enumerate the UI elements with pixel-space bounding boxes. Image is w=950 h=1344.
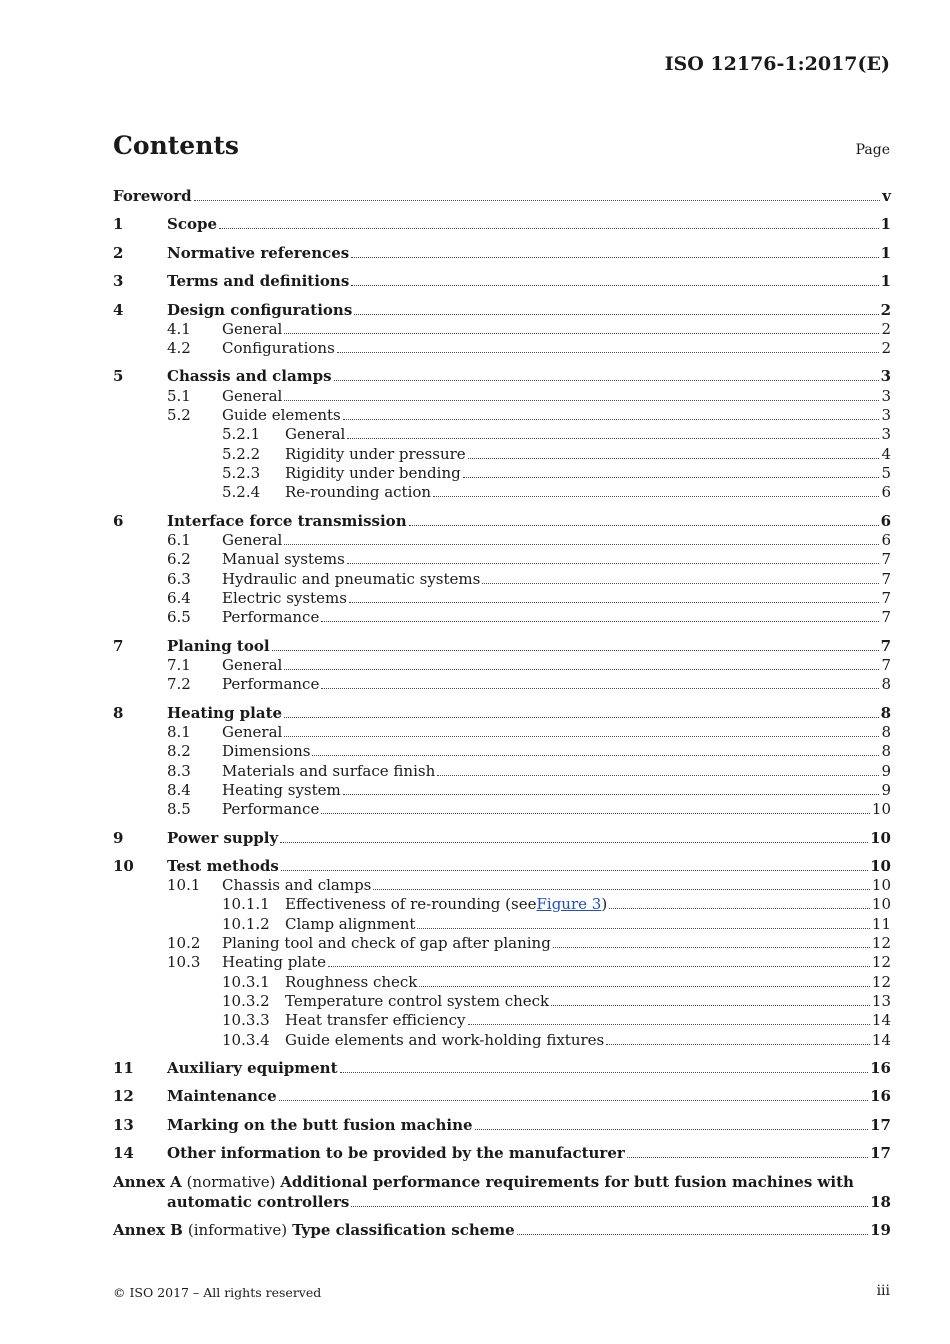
- toc-entry[interactable]: [113, 339, 891, 358]
- toc-entry-title: Heating plate: [167, 704, 283, 722]
- document-header: ISO 12176-1:2017(E): [664, 53, 890, 75]
- dot-leader: [437, 775, 879, 776]
- dot-leader: [409, 525, 879, 526]
- dot-leader: [606, 1044, 870, 1045]
- toc-entry-title: General: [222, 723, 283, 741]
- toc-entry-title: Manual systems: [222, 550, 345, 568]
- toc-entry-page: 7: [880, 637, 891, 655]
- toc-entry[interactable]: [113, 857, 891, 876]
- dot-leader: [343, 794, 880, 795]
- dot-leader: [272, 650, 879, 651]
- toc-entry-title: Re-rounding action: [285, 483, 432, 501]
- annex-title: Type classification scheme: [292, 1221, 515, 1239]
- toc-entry-number: 4: [113, 301, 124, 319]
- toc-entry-number: 7.1: [167, 656, 191, 674]
- toc-entry[interactable]: [113, 1087, 891, 1106]
- toc-entry[interactable]: [113, 1011, 891, 1030]
- table-of-contents: [113, 0, 891, 1344]
- toc-entry-title: Marking on the butt fusion machine: [167, 1116, 473, 1134]
- toc-entry-page: 6: [881, 531, 891, 549]
- toc-entry[interactable]: [113, 187, 891, 206]
- toc-entry-title: Configurations: [222, 339, 335, 357]
- toc-entry-page: 3: [881, 387, 891, 405]
- dot-leader: [553, 947, 870, 948]
- dot-leader: [321, 813, 870, 814]
- dot-leader: [417, 928, 870, 929]
- toc-entry[interactable]: [113, 512, 891, 531]
- toc-entry-number: 5.2.4: [222, 483, 261, 501]
- annex-page: 19: [870, 1221, 891, 1239]
- toc-entry-number: 5.2.3: [222, 464, 261, 482]
- toc-entry[interactable]: [113, 915, 891, 934]
- toc-entry-page: 14: [871, 1011, 891, 1029]
- toc-entry-title: Auxiliary equipment: [167, 1059, 338, 1077]
- toc-entry[interactable]: [113, 215, 891, 234]
- dot-leader: [343, 419, 880, 420]
- toc-entry[interactable]: [113, 531, 891, 550]
- toc-entry-number: 10.3.1: [222, 973, 270, 991]
- toc-entry[interactable]: [113, 244, 891, 263]
- toc-entry-number: 7.2: [167, 675, 191, 693]
- toc-entry-title: Roughness check: [285, 973, 418, 991]
- toc-entry-number: 6.2: [167, 550, 191, 568]
- toc-entry-page: 7: [881, 589, 891, 607]
- toc-entry[interactable]: [113, 800, 891, 819]
- dot-leader: [627, 1157, 868, 1158]
- toc-entry[interactable]: [113, 464, 891, 483]
- toc-entry[interactable]: [113, 608, 891, 627]
- toc-entry-page: 2: [881, 320, 891, 338]
- copyright-notice: © ISO 2017 – All rights reserved: [113, 1285, 322, 1300]
- toc-entry-number: 12: [113, 1087, 134, 1105]
- toc-entry[interactable]: [113, 973, 891, 992]
- dot-leader: [347, 563, 880, 564]
- toc-entry-page: 16: [870, 1087, 891, 1105]
- toc-entry-number: 10.3.4: [222, 1031, 270, 1049]
- dot-leader: [354, 314, 878, 315]
- toc-entry-page: 8: [880, 704, 891, 722]
- dot-leader: [463, 477, 880, 478]
- toc-entry-number: 10.1.2: [222, 915, 270, 933]
- annex-label: Annex A: [113, 1173, 182, 1191]
- toc-entry-page: 10: [871, 876, 891, 894]
- toc-entry-page: 12: [871, 934, 891, 952]
- toc-entry[interactable]: [113, 570, 891, 589]
- toc-entry-page: 3: [881, 406, 891, 424]
- toc-entry-page: 12: [871, 953, 891, 971]
- toc-entry-title: Planing tool: [167, 637, 270, 655]
- toc-entry-title: Materials and surface finish: [222, 762, 436, 780]
- toc-entry-page: 7: [881, 656, 891, 674]
- toc-entry-title: Guide elements and work-holding fixtures: [285, 1031, 605, 1049]
- dot-leader: [281, 870, 868, 871]
- toc-entry-number: 6.5: [167, 608, 191, 626]
- toc-entry-page: 7: [881, 550, 891, 568]
- toc-entry-title: Guide elements: [222, 406, 341, 424]
- dot-leader: [312, 755, 879, 756]
- page-number: iii: [876, 1283, 890, 1299]
- toc-entry[interactable]: [113, 876, 891, 895]
- dot-leader: [351, 257, 878, 258]
- dot-leader: [340, 1072, 869, 1073]
- toc-entry-number: 8.3: [167, 762, 191, 780]
- toc-entry-number: 13: [113, 1116, 134, 1134]
- toc-entry[interactable]: [113, 895, 891, 914]
- toc-entry-title: Heating plate: [222, 953, 327, 971]
- toc-entry-page: 3: [881, 425, 891, 443]
- toc-entry-title: General: [285, 425, 346, 443]
- toc-entry-page: 8: [881, 675, 891, 693]
- toc-entry-number: 11: [113, 1059, 134, 1077]
- dot-leader: [284, 669, 879, 670]
- toc-entry-number: 6.4: [167, 589, 191, 607]
- toc-entry-title: Heating system: [222, 781, 341, 799]
- toc-entry[interactable]: [113, 704, 891, 723]
- toc-entry[interactable]: [113, 934, 891, 953]
- toc-entry-page: 9: [881, 781, 891, 799]
- toc-entry-number: 3: [113, 272, 124, 290]
- toc-entry[interactable]: [113, 723, 891, 742]
- dot-leader: [351, 285, 878, 286]
- dot-leader: [334, 380, 879, 381]
- toc-entry-page: v: [882, 187, 891, 205]
- toc-entry-page: 10: [871, 895, 891, 913]
- toc-entry-number: 6: [113, 512, 124, 530]
- dot-leader: [551, 1005, 870, 1006]
- toc-entry[interactable]: [113, 781, 891, 800]
- toc-entry-title: Chassis and clamps: [222, 876, 372, 894]
- toc-entry-title: Terms and definitions: [167, 272, 350, 290]
- toc-entry-title: Dimensions: [222, 742, 311, 760]
- toc-entry-page: 8: [881, 742, 891, 760]
- toc-entry-title: Power supply: [167, 829, 279, 847]
- dot-leader: [475, 1129, 869, 1130]
- toc-entry[interactable]: [113, 953, 891, 972]
- annex-entry[interactable]: [113, 1172, 891, 1212]
- annex-page: 18: [870, 1193, 891, 1211]
- toc-entry-title: Performance: [222, 800, 320, 818]
- toc-entry[interactable]: [113, 742, 891, 761]
- annex-title: Additional performance requirements for butt fusion machines with: [280, 1173, 854, 1191]
- toc-entry-page: 16: [870, 1059, 891, 1077]
- toc-entry-page: 6: [881, 483, 891, 501]
- toc-entry-title: Scope: [167, 215, 218, 233]
- toc-entry[interactable]: [113, 445, 891, 464]
- contents-title: Contents: [113, 131, 240, 160]
- dot-leader: [347, 438, 879, 439]
- dot-leader: [433, 496, 879, 497]
- toc-entry-number: 8.5: [167, 800, 191, 818]
- dot-leader: [284, 544, 879, 545]
- dot-leader: [280, 842, 868, 843]
- toc-entry-page: 2: [881, 339, 891, 357]
- toc-entry-title: Performance: [222, 608, 320, 626]
- toc-entry-page: 7: [881, 608, 891, 626]
- toc-entry-number: 5.2.1: [222, 425, 261, 443]
- toc-entry-page: 6: [880, 512, 891, 530]
- toc-entry-number: 5.2.2: [222, 445, 261, 463]
- toc-entry-title: Electric systems: [222, 589, 347, 607]
- toc-entry[interactable]: [113, 829, 891, 848]
- toc-entry-number: 5.1: [167, 387, 191, 405]
- toc-entry-number: 9: [113, 829, 124, 847]
- toc-entry-number: 8: [113, 704, 124, 722]
- figure-link[interactable]: Figure 3: [536, 895, 602, 913]
- toc-entry-title: Heat transfer efficiency: [285, 1011, 466, 1029]
- dot-leader: [328, 966, 870, 967]
- dot-leader: [337, 352, 880, 353]
- toc-entry[interactable]: [113, 656, 891, 675]
- toc-entry-page: 13: [871, 992, 891, 1010]
- annex-title-cont: automatic controllers: [167, 1193, 350, 1211]
- dot-leader: [351, 1206, 868, 1207]
- toc-entry-number: 10.1: [167, 876, 201, 894]
- toc-entry[interactable]: [113, 483, 891, 502]
- toc-entry[interactable]: [113, 992, 891, 1011]
- page-column-label: Page: [855, 142, 890, 158]
- annex-label: Annex B: [113, 1221, 183, 1239]
- toc-entry-title: Design configurations: [167, 301, 353, 319]
- toc-entry-page: 3: [880, 367, 891, 385]
- toc-entry-number: 5.2: [167, 406, 191, 424]
- dot-leader: [279, 1100, 869, 1101]
- toc-entry-page: 7: [881, 570, 891, 588]
- dot-leader: [194, 200, 881, 201]
- toc-entry[interactable]: [113, 550, 891, 569]
- toc-entry-title: Rigidity under bending: [285, 464, 461, 482]
- annex-entry[interactable]: [113, 1220, 891, 1240]
- toc-entry-title: Maintenance: [167, 1087, 277, 1105]
- toc-entry-number: 1: [113, 215, 124, 233]
- toc-entry-number: 4.2: [167, 339, 191, 357]
- toc-entry-title-suffix: ): [601, 895, 608, 913]
- dot-leader: [284, 400, 879, 401]
- toc-entry[interactable]: [113, 301, 891, 320]
- toc-entry-title: Clamp alignment: [285, 915, 416, 933]
- toc-entry[interactable]: [113, 589, 891, 608]
- toc-entry-number: 7: [113, 637, 124, 655]
- toc-entry-number: 10: [113, 857, 134, 875]
- toc-entry-page: 14: [871, 1031, 891, 1049]
- toc-entry[interactable]: [113, 272, 891, 291]
- dot-leader: [609, 908, 870, 909]
- toc-entry[interactable]: [113, 1116, 891, 1135]
- dot-leader: [419, 986, 870, 987]
- toc-entry-page: 2: [880, 301, 891, 319]
- toc-entry-page: 5: [881, 464, 891, 482]
- toc-entry-page: 11: [871, 915, 891, 933]
- toc-entry-page: 8: [881, 723, 891, 741]
- dot-leader: [468, 1024, 870, 1025]
- toc-entry-page: 1: [880, 272, 891, 290]
- toc-entry-title: Temperature control system check: [285, 992, 550, 1010]
- toc-entry-title: Hydraulic and pneumatic systems: [222, 570, 481, 588]
- toc-entry[interactable]: [113, 1031, 891, 1050]
- toc-entry-number: 6.3: [167, 570, 191, 588]
- toc-entry-title: General: [222, 531, 283, 549]
- toc-entry[interactable]: [113, 762, 891, 781]
- toc-entry[interactable]: [113, 1144, 891, 1163]
- toc-entry-title: General: [222, 656, 283, 674]
- toc-entry-title: General: [222, 387, 283, 405]
- dot-leader: [468, 458, 880, 459]
- toc-entry-number: Foreword: [113, 187, 192, 205]
- toc-entry-page: 10: [870, 857, 891, 875]
- toc-entry-number: 10.3.3: [222, 1011, 270, 1029]
- toc-entry[interactable]: [113, 367, 891, 386]
- annex-type: (normative): [186, 1173, 276, 1191]
- toc-entry-number: 6.1: [167, 531, 191, 549]
- dot-leader: [284, 736, 879, 737]
- toc-entry-number: 10.3: [167, 953, 201, 971]
- toc-entry-title: Normative references: [167, 244, 350, 262]
- toc-entry-page: 9: [881, 762, 891, 780]
- toc-entry-number: 10.2: [167, 934, 201, 952]
- toc-entry[interactable]: [113, 637, 891, 656]
- toc-entry-title: Effectiveness of re-rounding (see: [285, 895, 537, 913]
- toc-entry-title: Other information to be provided by the manufacturer: [167, 1144, 625, 1162]
- toc-entry-page: 17: [870, 1144, 891, 1162]
- toc-entry-page: 12: [871, 973, 891, 991]
- toc-entry-number: 10.1.1: [222, 895, 270, 913]
- toc-entry-title: Performance: [222, 675, 320, 693]
- toc-entry[interactable]: [113, 675, 891, 694]
- toc-entry-page: 4: [881, 445, 891, 463]
- toc-entry[interactable]: [113, 320, 891, 339]
- toc-entry-title: Interface force transmission: [167, 512, 407, 530]
- toc-entry-number: 8.4: [167, 781, 191, 799]
- toc-entry-number: 8.1: [167, 723, 191, 741]
- toc-entry-number: 4.1: [167, 320, 191, 338]
- toc-entry-title: Rigidity under pressure: [285, 445, 466, 463]
- dot-leader: [373, 889, 870, 890]
- dot-leader: [321, 621, 879, 622]
- dot-leader: [321, 688, 879, 689]
- toc-entry-page: 10: [870, 829, 891, 847]
- toc-entry[interactable]: [113, 425, 891, 444]
- toc-entry-number: 14: [113, 1144, 134, 1162]
- toc-entry-page: 17: [870, 1116, 891, 1134]
- dot-leader: [517, 1234, 868, 1235]
- toc-entry[interactable]: [113, 1059, 891, 1078]
- toc-entry-number: 10.3.2: [222, 992, 270, 1010]
- toc-entry[interactable]: [113, 387, 891, 406]
- toc-entry-page: 10: [871, 800, 891, 818]
- toc-entry-number: 2: [113, 244, 124, 262]
- toc-entry-number: 8.2: [167, 742, 191, 760]
- toc-entry-title: Planing tool and check of gap after planing: [222, 934, 551, 952]
- toc-entry-title: General: [222, 320, 283, 338]
- toc-entry-number: 5: [113, 367, 124, 385]
- dot-leader: [482, 583, 879, 584]
- toc-entry-page: 1: [880, 244, 891, 262]
- dot-leader: [349, 602, 880, 603]
- toc-entry-page: 1: [880, 215, 891, 233]
- dot-leader: [219, 228, 879, 229]
- dot-leader: [284, 333, 879, 334]
- toc-entry-title: Chassis and clamps: [167, 367, 332, 385]
- dot-leader: [284, 717, 879, 718]
- annex-type: (informative): [187, 1221, 288, 1239]
- toc-entry[interactable]: [113, 406, 891, 425]
- toc-entry-title: Test methods: [167, 857, 279, 875]
